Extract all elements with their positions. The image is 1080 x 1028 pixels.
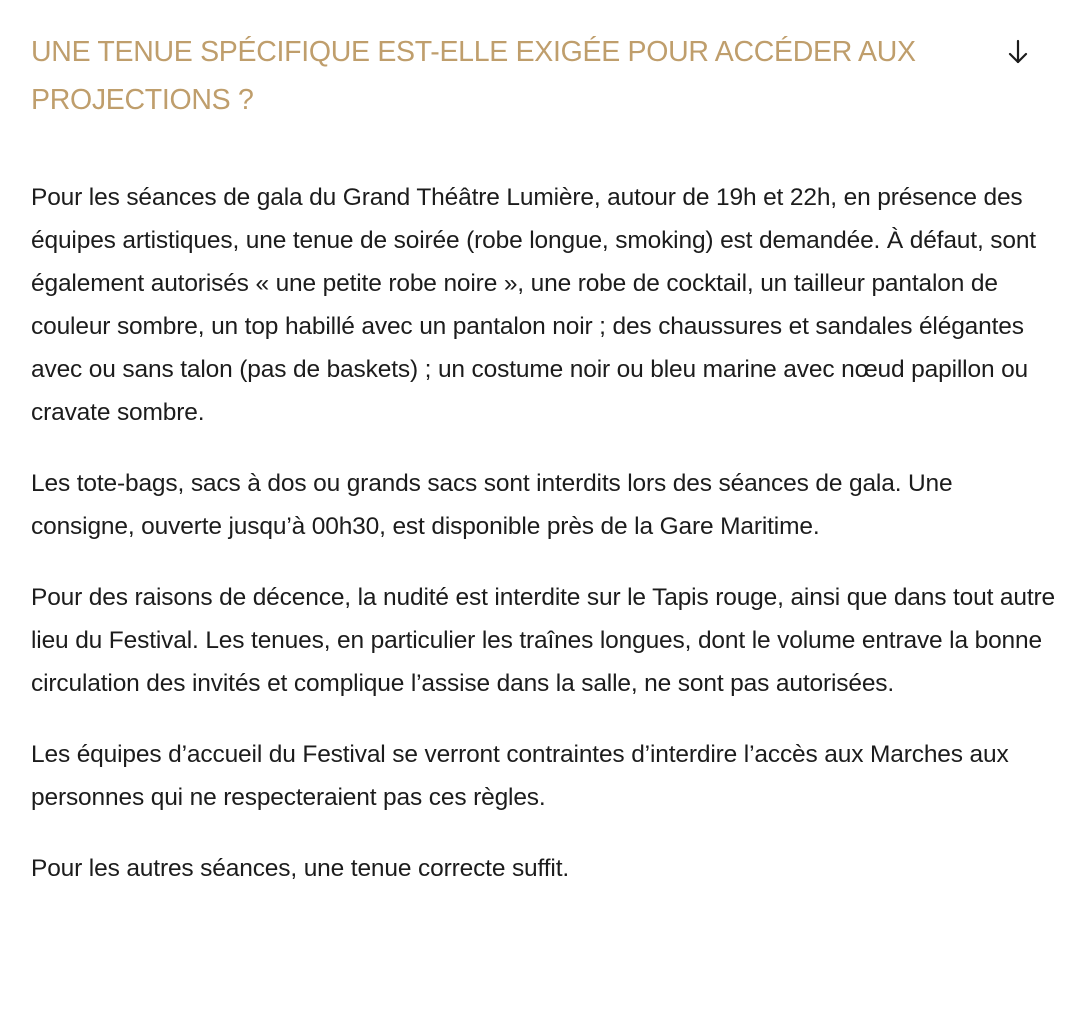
answer-paragraph: Les tote-bags, sacs à dos ou grands sacs sont interdits lors des séances de gala. Une consigne, ouverte jusqu’à 00h30, est disponible près de la Gare Maritime. (31, 470, 953, 540)
faq-question[interactable]: UNE TENUE SPÉCIFIQUE EST-ELLE EXIGÉE POUR ACCÉDER AUX PROJECTIONS ? (31, 36, 916, 116)
answer-paragraph: Pour les séances de gala du Grand Théâtre Lumière, autour de 19h et 22h, en présence des équipes artistiques, une tenue de soirée (robe longue, smoking) est demandée. À défaut, sont également autorisés « une petite robe noire », une robe de cocktail, un tailleur pantalon de couleur sombre, un top habillé avec un pantalon noir ; des chaussures et sandales élégantes avec ou sans talon (pas de baskets) ; un costume noir ou bleu marine avec nœud papillon ou cravate sombre. (31, 184, 1036, 426)
arrow-down-icon[interactable] (1000, 34, 1036, 70)
answer-paragraph: Les équipes d’accueil du Festival se verront contraintes d’interdire l’accès aux Marches aux personnes qui ne respecteraient pas ces règles. (31, 741, 1009, 811)
answer-paragraph: Pour des raisons de décence, la nudité est interdite sur le Tapis rouge, ainsi que dans tout autre lieu du Festival. Les tenues, en particulier les traînes longues, dont le volume entrave la bonne circulation des invités et complique l’assise dans la salle, ne sont pas autorisées. (31, 584, 1056, 697)
faq-question-header[interactable] (31, 28, 1049, 124)
faq-answer (31, 176, 1056, 918)
answer-paragraph: Pour les autres séances, une tenue correcte suffit. (31, 855, 570, 882)
